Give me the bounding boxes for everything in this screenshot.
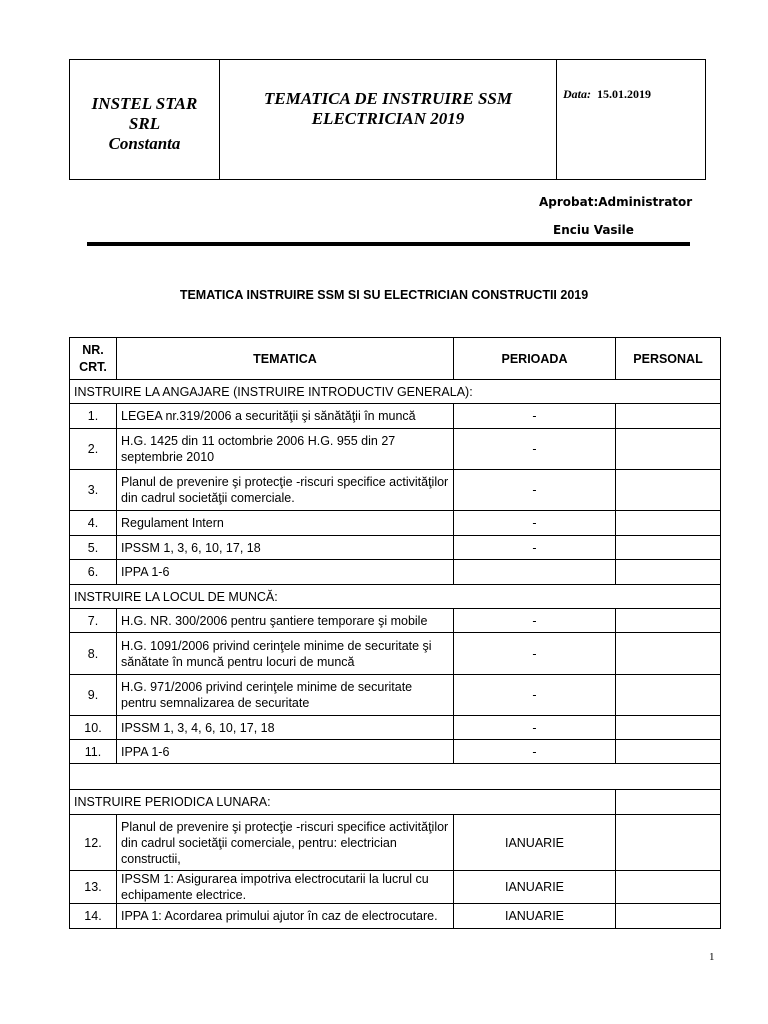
personal-cell: [616, 790, 721, 815]
approved-by: Aprobat:Administrator: [539, 195, 693, 209]
row-topic: Planul de prevenire şi protecţie -riscuri specifice activităţilor din cadrul societăţii comerciale, pentru: electrician constructii,: [117, 815, 454, 871]
table-row: [70, 871, 721, 904]
row-personal: [616, 675, 721, 716]
row-topic: IPSSM 1, 3, 4, 6, 10, 17, 18: [117, 716, 454, 740]
section-row: [70, 380, 721, 404]
table-row: [70, 536, 721, 560]
table-row: [70, 815, 721, 871]
table-row: [70, 609, 721, 633]
company-name: [70, 94, 219, 154]
row-topic: H.G. 971/2006 privind cerinţele minime de securitate pentru semnalizarea de securitate: [117, 675, 454, 716]
date-cell: [557, 60, 706, 179]
row-topic: IPPA 1: Acordarea primului ajutor în caz de electrocutare.: [117, 904, 454, 929]
row-personal: [616, 429, 721, 470]
row-personal: [616, 404, 721, 429]
page-number: 1: [709, 951, 715, 963]
header-nr: NR. CRT.: [70, 338, 117, 380]
row-personal: [616, 815, 721, 871]
company-line-3: Constanta: [108, 134, 181, 153]
row-topic: H.G. NR. 300/2006 pentru şantiere temporare şi mobile: [117, 609, 454, 633]
header-rule: [87, 242, 690, 246]
row-period: -: [454, 511, 616, 536]
approver-name: Enciu Vasile: [553, 223, 634, 237]
row-number: 8.: [70, 633, 117, 675]
row-number: 3.: [70, 470, 117, 511]
row-topic: LEGEA nr.319/2006 a securităţii şi sănătăţii în muncă: [117, 404, 454, 429]
table-row: [70, 633, 721, 675]
row-number: 13.: [70, 871, 117, 904]
table-row: [70, 404, 721, 429]
row-number: 2.: [70, 429, 117, 470]
section-row: [70, 790, 721, 815]
company-cell: [70, 60, 220, 179]
table-row: [70, 470, 721, 511]
row-number: 4.: [70, 511, 117, 536]
row-period: -: [454, 716, 616, 740]
table-row: [70, 716, 721, 740]
table-row: [70, 675, 721, 716]
row-topic: H.G. 1425 din 11 octombrie 2006 H.G. 955 din 27 septembrie 2010: [117, 429, 454, 470]
table-row: [70, 740, 721, 764]
table-row: [70, 560, 721, 585]
table-body: [70, 380, 721, 929]
table-row: [70, 429, 721, 470]
row-personal: [616, 904, 721, 929]
title-line-2: ELECTRICIAN 2019: [311, 109, 465, 128]
header-personal: PERSONAL: [616, 338, 721, 380]
row-personal: [616, 871, 721, 904]
row-period: -: [454, 470, 616, 511]
row-personal: [616, 536, 721, 560]
section-heading: INSTRUIRE LA LOCUL DE MUNCĂ:: [70, 585, 721, 609]
row-personal: [616, 716, 721, 740]
table-row: [70, 511, 721, 536]
row-number: 6.: [70, 560, 117, 585]
row-topic: H.G. 1091/2006 privind cerinţele minime de securitate şi sănătate în muncă pentru locuri de muncă: [117, 633, 454, 675]
header-tematica: TEMATICA: [117, 338, 454, 380]
blank-row: [70, 764, 721, 790]
table-header-row: [70, 338, 721, 380]
main-title: TEMATICA INSTRUIRE SSM SI SU ELECTRICIAN CONSTRUCTII 2019: [179, 288, 589, 302]
row-topic: IPSSM 1, 3, 6, 10, 17, 18: [117, 536, 454, 560]
date: [563, 87, 651, 102]
row-period: -: [454, 675, 616, 716]
section-row: [70, 585, 721, 609]
company-line-1: INSTEL STAR: [91, 94, 198, 113]
row-personal: [616, 609, 721, 633]
row-period: -: [454, 633, 616, 675]
row-number: 10.: [70, 716, 117, 740]
row-personal: [616, 470, 721, 511]
row-topic: Planul de prevenire şi protecţie -riscuri specifice activităţilor din cadrul societăţii comerciale.: [117, 470, 454, 511]
title-line-1: TEMATICA DE INSTRUIRE SSM: [263, 89, 512, 108]
company-line-2: SRL: [128, 114, 161, 133]
row-period: -: [454, 609, 616, 633]
row-period: -: [454, 429, 616, 470]
document-title: [220, 89, 556, 129]
blank-cell: [70, 764, 721, 790]
date-value: 15.01.2019: [597, 87, 651, 101]
row-period: IANUARIE: [454, 904, 616, 929]
row-topic: IPPA 1-6: [117, 740, 454, 764]
topics-table: [69, 337, 721, 929]
row-period: -: [454, 404, 616, 429]
row-topic: Regulament Intern: [117, 511, 454, 536]
row-number: 1.: [70, 404, 117, 429]
row-number: 7.: [70, 609, 117, 633]
row-number: 12.: [70, 815, 117, 871]
row-period: -: [454, 740, 616, 764]
section-heading: INSTRUIRE LA ANGAJARE (INSTRUIRE INTRODUCTIV GENERALA):: [70, 380, 721, 404]
row-period: IANUARIE: [454, 871, 616, 904]
section-heading: INSTRUIRE PERIODICA LUNARA:: [70, 790, 616, 815]
row-number: 5.: [70, 536, 117, 560]
row-period: [454, 560, 616, 585]
header-box: [69, 59, 706, 180]
row-personal: [616, 511, 721, 536]
row-period: -: [454, 536, 616, 560]
row-number: 11.: [70, 740, 117, 764]
row-number: 14.: [70, 904, 117, 929]
row-personal: [616, 560, 721, 585]
row-topic: IPSSM 1: Asigurarea impotriva electrocutarii la lucrul cu echipamente electrice.: [117, 871, 454, 904]
date-label: Data:: [563, 87, 591, 101]
title-cell: [220, 60, 557, 179]
row-topic: IPPA 1-6: [117, 560, 454, 585]
row-number: 9.: [70, 675, 117, 716]
row-personal: [616, 633, 721, 675]
table-row: [70, 904, 721, 929]
row-personal: [616, 740, 721, 764]
row-period: IANUARIE: [454, 815, 616, 871]
header-perioada: PERIOADA: [454, 338, 616, 380]
